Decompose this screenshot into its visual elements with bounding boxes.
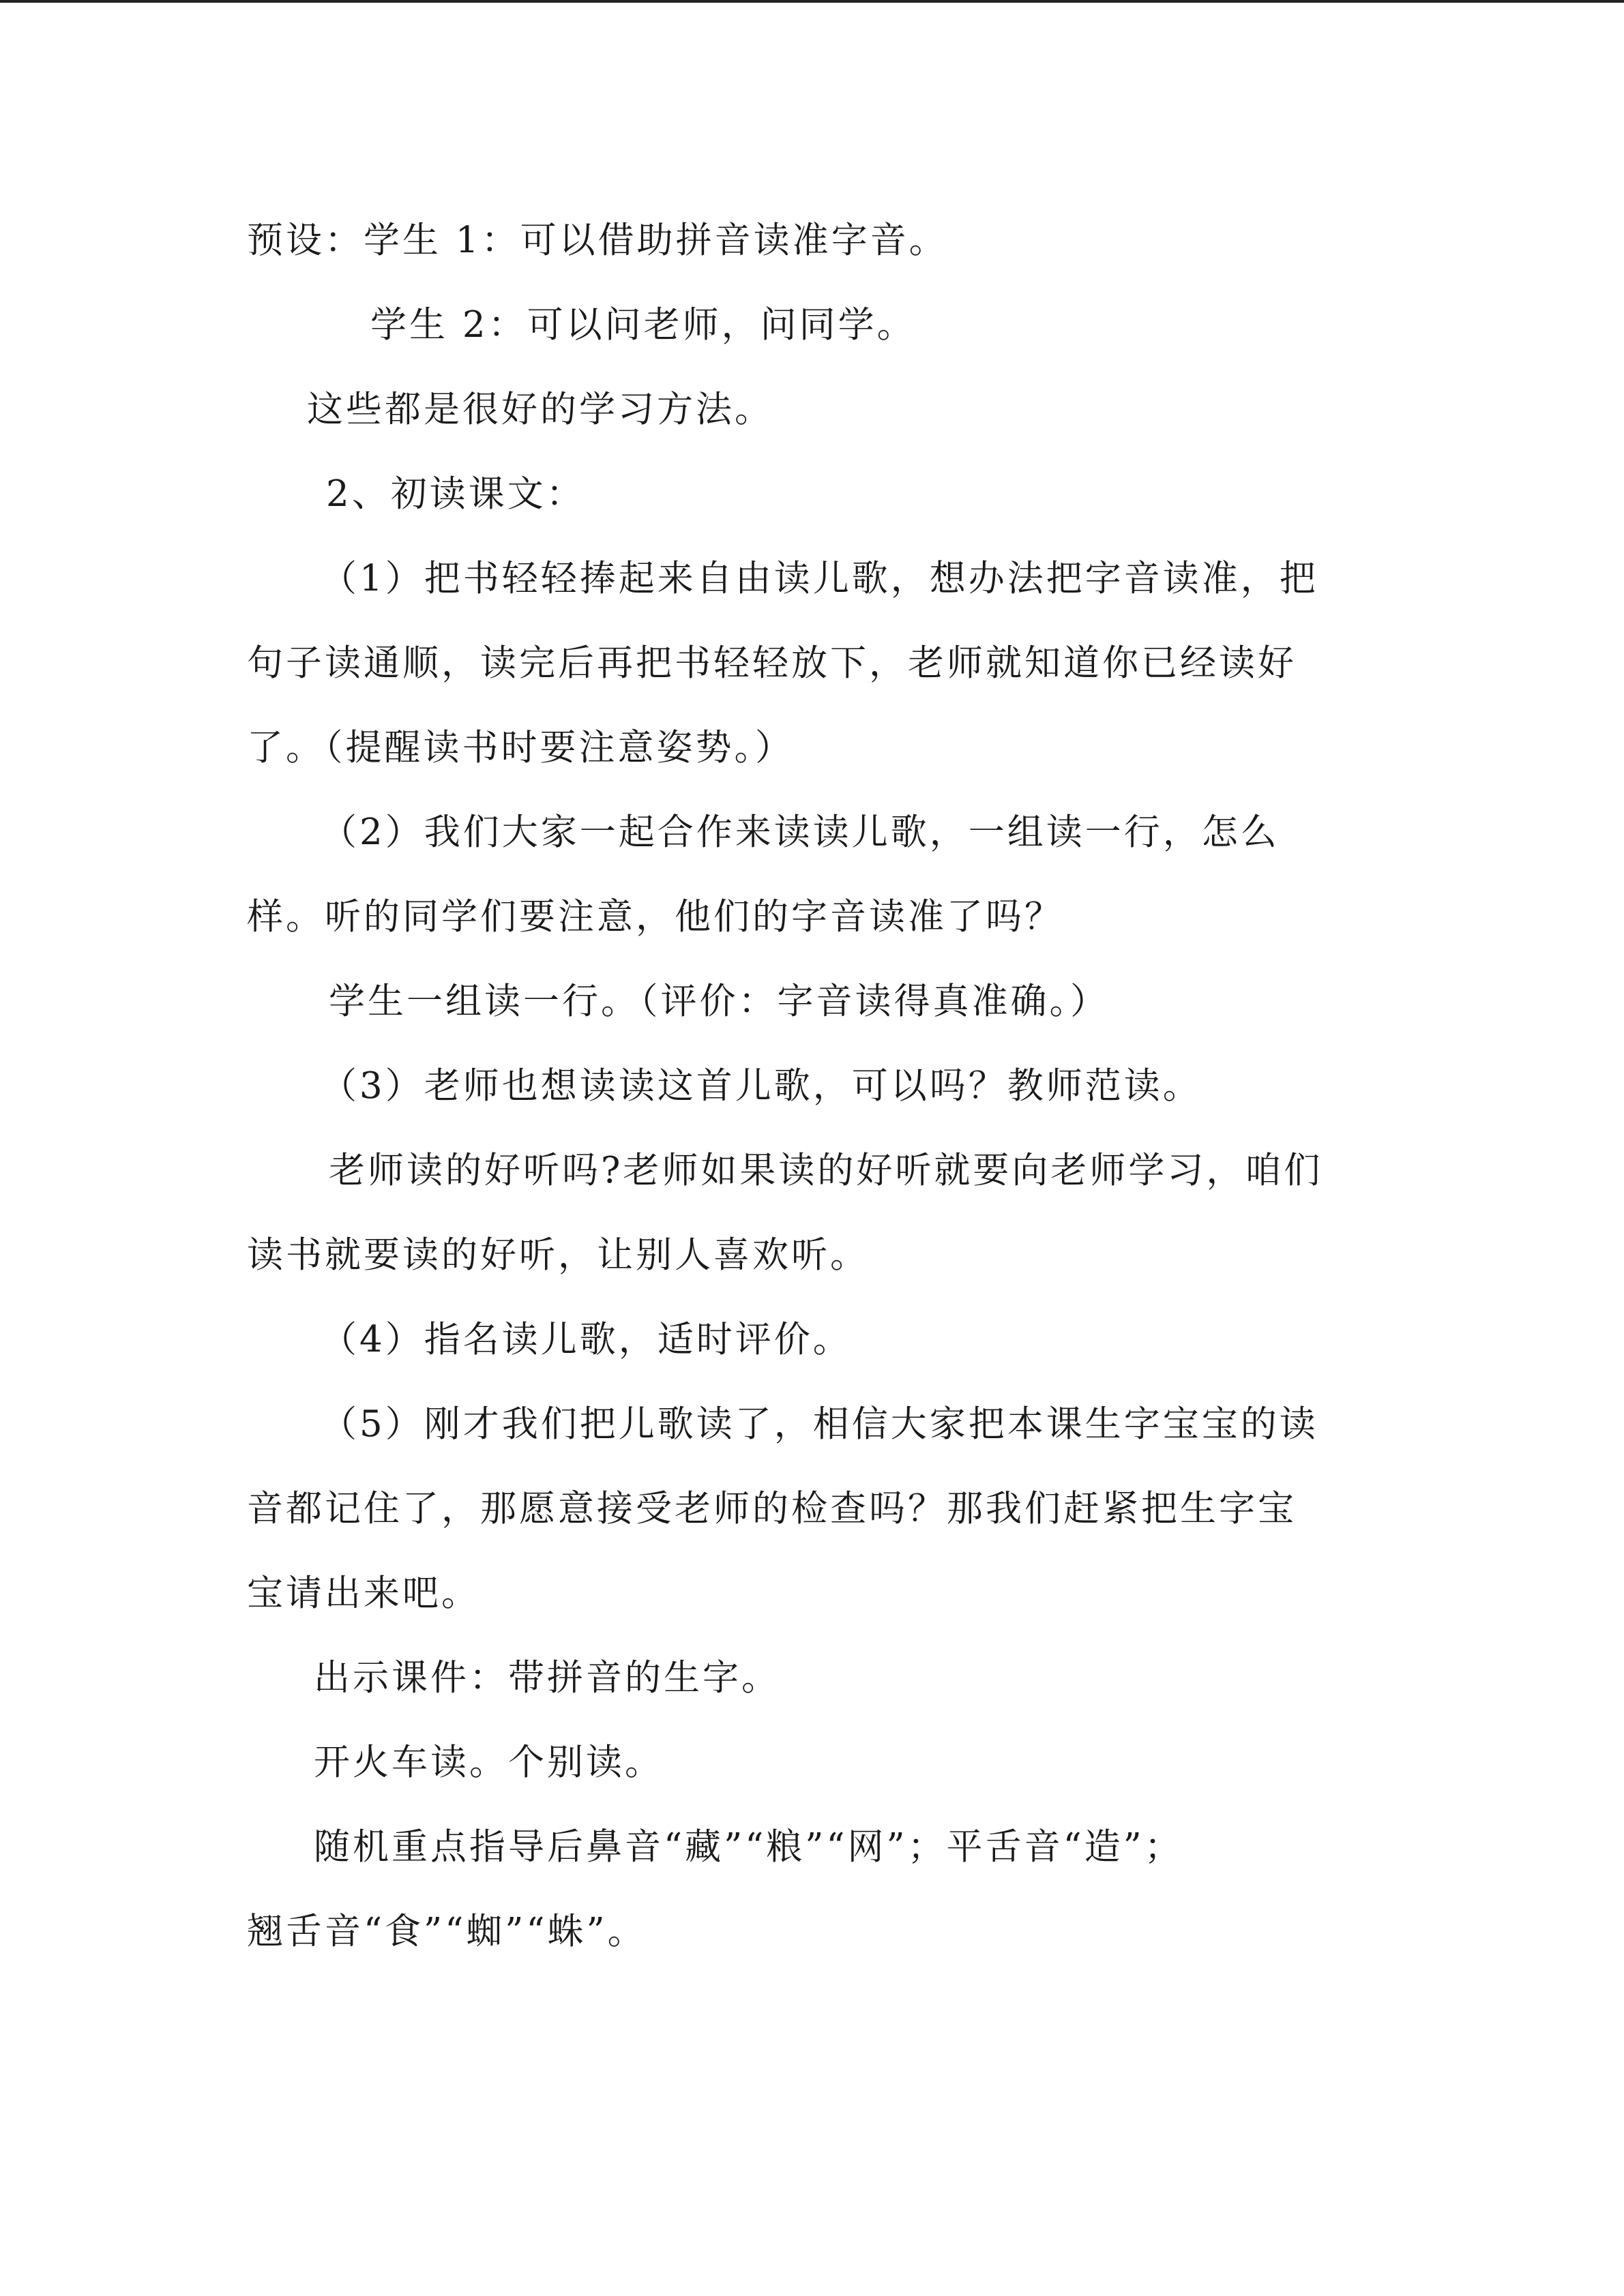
text-line-pronunciation-b: 翘舌音“食”“蜘”“蛛”。 [247,1911,647,1952]
text-line-group-reading: 学生一组读一行。（评价：字音读得真准确。） [329,981,1109,1022]
text-line-step1-b: 句子读通顺，读完后再把书轻轻放下，老师就知道你已经读好 [247,642,1297,684]
text-line-step1-a: （1）把书轻轻捧起来自由读儿歌，想办法把字音读准，把 [321,558,1318,599]
text-line-good-methods: 这些都是很好的学习方法。 [307,389,773,430]
text-line-courseware: 出示课件：带拼音的生字。 [314,1657,780,1699]
text-line-step5-c: 宝请出来吧。 [247,1572,480,1614]
text-line-student2: 学生 2：可以问老师，问同学。 [370,304,916,346]
text-line-teacher-reading-a: 老师读的好听吗?老师如果读的好听就要向老师学习，咱们 [329,1150,1323,1191]
text-line-step1-c: 了。（提醒读书时要注意姿势。） [247,727,794,769]
text-line-step2-b: 样。听的同学们要注意，他们的字音读准了吗？ [247,896,1063,938]
text-line-train-reading: 开火车读。个别读。 [314,1742,664,1783]
text-line-step5-a: （5）刚才我们把儿歌读了，相信大家把本课生字宝宝的读 [321,1403,1318,1445]
text-line-pronunciation-a: 随机重点指导后鼻音“藏”“粮”“网”；平舌音“造”； [314,1826,1183,1868]
text-line-teacher-reading-b: 读书就要读的好听，让别人喜欢听。 [247,1234,869,1276]
text-line-step2-a: （2）我们大家一起合作来读读儿歌，一组读一行，怎么 [321,811,1280,853]
text-line-step4: （4）指名读儿歌，适时评价。 [321,1319,852,1360]
text-line-presets: 预设：学生 1：可以借助拼音读准字音。 [247,220,948,261]
section-heading-first-reading: 2、初读课文： [326,473,585,515]
text-line-step5-b: 音都记住了，那愿意接受老师的检查吗？那我们赶紧把生字宝 [247,1488,1297,1530]
text-line-step3: （3）老师也想读读这首儿歌，可以吗？教师范读。 [321,1065,1202,1107]
